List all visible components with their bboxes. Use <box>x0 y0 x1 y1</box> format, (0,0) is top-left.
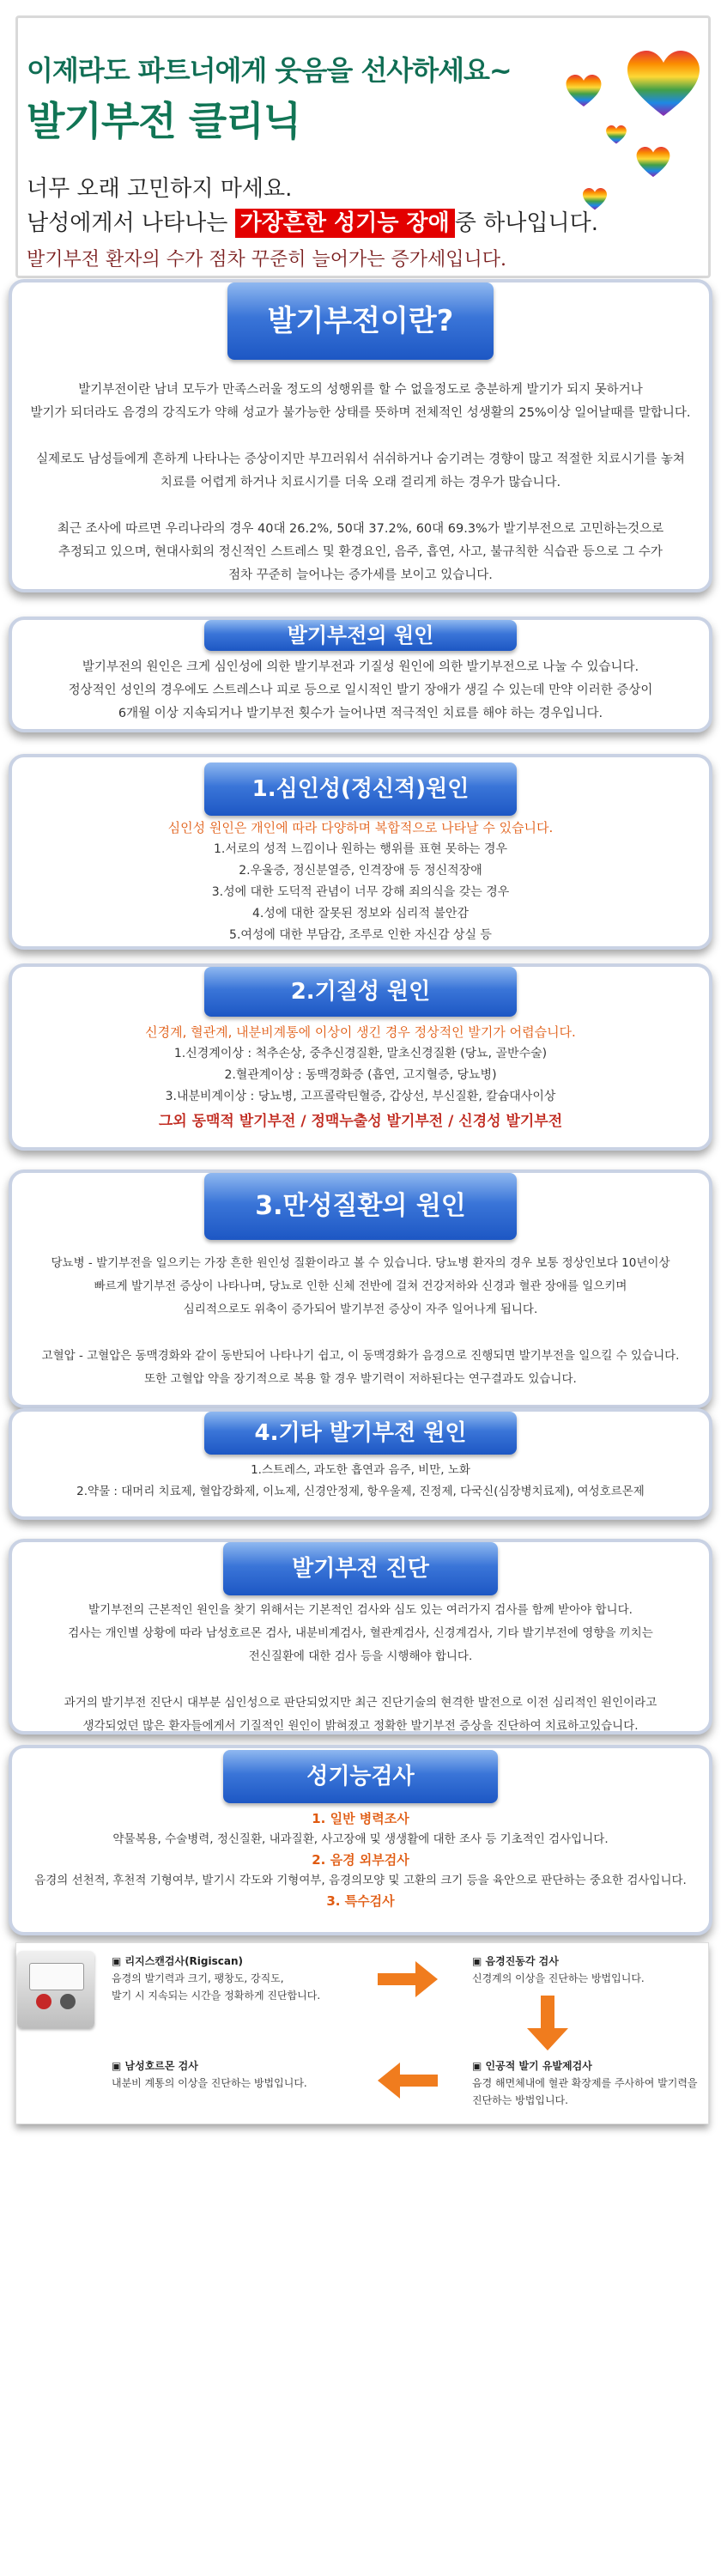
list-item: 4.성에 대한 잘못된 정보와 심리적 불안감 <box>252 907 469 920</box>
section-what-is <box>9 279 712 592</box>
section-organic-heading: 2.기질성 원인 <box>204 967 517 1017</box>
section-diagnosis-heading: 발기부전 진단 <box>223 1542 498 1595</box>
section-cause <box>9 617 712 732</box>
hero-line-2 <box>27 205 598 237</box>
section-what-is-text <box>29 379 692 587</box>
text-line: 발기부전의 근본적인 원인을 찾기 위해서는 기본적인 검사와 심도 있는 여러가지 검사를 함께 받아야 합니다. <box>88 1603 633 1617</box>
organic-lead: 신경계, 혈관계, 내분비계통에 이상이 생긴 경우 정상적인 발기가 어렵습니다. <box>145 1024 576 1040</box>
test-special-title: 3. 특수검사 <box>326 1893 395 1909</box>
text-line: 빠르게 발기부전 증상이 나타나며, 당뇨로 인한 신체 전반에 걸쳐 건강저하와 신경과 혈관 장애를 일으키며 <box>94 1279 627 1293</box>
text-line: 전신질환에 대한 검사 등을 시행해야 합니다. <box>248 1649 473 1663</box>
rigiscan-device-image <box>17 1951 94 2028</box>
section-organic <box>9 963 712 1151</box>
list-item: 1.스트레스, 과도한 흡연과 음주, 비만, 노화 <box>251 1463 470 1477</box>
section-tests-heading: 성기능검사 <box>223 1750 498 1803</box>
test-item-title: ▣ 남성호르몬 검사 <box>112 2060 198 2072</box>
test-item-title: ▣ 인공적 발기 유발제검사 <box>472 2060 592 2072</box>
test-general-title: 1. 일반 병력조사 <box>312 1811 409 1826</box>
test-item-injection <box>472 2057 704 2109</box>
test-item-text: 음경의 발기력과 크기, 팽창도, 강직도, <box>112 1972 284 1984</box>
text-line: 당뇨병 - 발기부전을 일으키는 가장 흔한 원인성 질환이라고 볼 수 있습니다. 당뇨병 환자의 경우 보통 정상인보다 10년이상 <box>51 1256 670 1270</box>
hero-line-2-post: 중 하나입니다. <box>454 210 598 236</box>
highlight-badge: 가장흔한 성기능 장애 <box>235 209 455 238</box>
list-item: 2.혈관계이상 : 동맥경화증 (흡연, 고지혈증, 당뇨병) <box>224 1068 497 1082</box>
section-cause-text <box>29 656 692 726</box>
list-item: 1.신경계이상 : 척추손상, 중추신경질환, 말초신경질환 (당뇨, 골반수술) <box>173 1047 548 1060</box>
test-item-text: 진단하는 방법입니다. <box>472 2094 568 2106</box>
test-external-text: 음경의 선천적, 후천적 기형여부, 발기시 각도와 기형여부, 음경의모양 및 고환의 크기 등을 육안으로 판단하는 중요한 검사입니다. <box>34 1874 687 1887</box>
list-item: 2.약물 : 대머리 치료제, 혈압강화제, 이뇨제, 신경안정제, 항우울제, 진정제, 다국신(심장병치료제), 여성호르몬제 <box>76 1485 645 1498</box>
hero-tagline: 이제라도 파트너에게 웃음을 선사하세요~ <box>27 54 512 87</box>
section-chronic-heading: 3.만성질환의 원인 <box>204 1173 517 1240</box>
test-general-text: 약물복용, 수술병력, 정신질환, 내과질환, 사고장애 및 생생활에 대한 조사 등 기초적인 검사입니다. <box>112 1832 609 1846</box>
test-item-title: ▣ 리지스캔검사(Rigiscan) <box>112 1955 243 1967</box>
text-line: 또한 고혈압 약을 장기적으로 복용 할 경우 발기력이 저하된다는 연구결과도 있습니다. <box>144 1372 577 1386</box>
section-what-is-heading: 발기부전이란? <box>227 283 494 360</box>
text-line: 최근 조사에 따르면 우리나라의 경우 40대 26.2%, 50대 37.2%, 60대 69.3%가 발기부전으로 고민하는것으로 <box>57 522 664 536</box>
text-line: 검사는 개인별 상황에 따라 남성호르몬 검사, 내분비계검사, 혈관계검사, 신경계검사, 기타 발기부전에 영향을 끼치는 <box>68 1626 653 1640</box>
list-item: 3.성에 대한 도덕적 관념이 너무 강해 죄의식을 갖는 경우 <box>211 885 510 899</box>
section-other-heading: 4.기타 발기부전 원인 <box>204 1412 517 1455</box>
rainbow-heart-icon <box>566 75 602 107</box>
section-chronic <box>9 1170 712 1408</box>
section-psychogenic-heading: 1.심인성(정신적)원인 <box>204 762 517 816</box>
section-chronic-text <box>29 1252 692 1391</box>
hero-header <box>15 15 711 278</box>
text-line: 과거의 발기부전 진단시 대부분 심인성으로 판단되었지만 최근 진단기술의 현격한 발전으로 이전 심리적인 원인이라고 <box>64 1696 657 1710</box>
hero-line-1: 너무 오래 고민하지 마세요. <box>27 176 293 202</box>
rainbow-heart-icon <box>583 188 607 210</box>
test-item-rigiscan <box>112 1953 369 2004</box>
test-external-title: 2. 음경 외부검사 <box>312 1852 409 1868</box>
list-item: 2.우울증, 정신분열증, 인격장애 등 정신적장애 <box>239 864 482 878</box>
text-line: 점차 꾸준히 늘어나는 증가세를 보이고 있습니다. <box>228 568 493 582</box>
section-tests <box>9 1745 712 1935</box>
tests-list <box>29 1808 692 1911</box>
psychogenic-list <box>29 817 692 946</box>
list-item: 3.내분비계이상 : 당뇨병, 고프콜락틴혈증, 갑상선, 부신질환, 칼슘대사이상 <box>165 1090 556 1103</box>
text-line: 추정되고 있으며, 현대사회의 정신적인 스트레스 및 환경요인, 음주, 흡연, 사고, 불규칙한 식습관 등으로 그 수가 <box>58 545 663 559</box>
test-item-text: 신경계의 이상을 진단하는 방법입니다. <box>472 1972 645 1984</box>
rainbow-heart-icon <box>627 51 700 118</box>
text-line: 발기가 되더라도 음경의 강직도가 약해 성교가 불가능한 상태를 뜻하며 전체적인 성생활의 25%이상 일어날때를 말합니다. <box>30 406 691 420</box>
other-list <box>29 1460 692 1503</box>
section-diagnosis-text <box>29 1599 692 1738</box>
list-item: 5.여성에 대한 부담감, 조루로 인한 자신감 상실 등 <box>229 928 492 942</box>
test-item-hormone <box>112 2057 369 2092</box>
list-item: 1.서로의 성적 느낌이나 원하는 행위를 표현 못하는 경우 <box>213 842 508 856</box>
test-item-vibration <box>472 1953 695 1987</box>
text-line: 고혈압 - 고혈압은 동맥경화와 같이 동반되어 나타나기 쉽고, 이 동맥경화가 음경으로 진행되면 발기부전을 일으킬 수 있습니다. <box>41 1349 680 1363</box>
hero-title: 발기부전 클리닉 <box>27 98 301 144</box>
hero-line-2-pre: 남성에게서 나타나는 <box>27 210 235 236</box>
rainbow-heart-icon <box>606 125 627 144</box>
section-other <box>9 1408 712 1520</box>
organic-list <box>29 1022 692 1133</box>
rainbow-heart-icon <box>636 147 670 178</box>
text-line: 생각되었던 많은 환자들에게서 기질적인 원인이 밝혀졌고 정확한 발기부전 증상을 진단하여 치료하고있습니다. <box>82 1719 639 1733</box>
text-line: 치료를 어렵게 하거나 치료시기를 더욱 오래 걸리게 하는 경우가 많습니다. <box>160 476 561 489</box>
section-diagnosis <box>9 1539 712 1735</box>
text-line: 발기부전의 원인은 크게 심인성에 의한 발기부전과 기질성 원인에 의한 발기부전으로 나눌 수 있습니다. <box>82 660 639 674</box>
hero-line-3: 발기부전 환자의 수가 점차 꾸준히 늘어가는 증가세입니다. <box>27 249 507 270</box>
arrow-right-icon <box>378 1959 438 1999</box>
arrow-down-icon <box>527 1996 568 2050</box>
organic-footer: 그외 동맥적 발기부전 / 정맥누출성 발기부전 / 신경성 발기부전 <box>158 1113 563 1130</box>
text-line: 발기부전이란 남녀 모두가 만족스러울 정도의 성행위를 할 수 없을정도로 충분하게 발기가 되지 못하거나 <box>78 383 643 397</box>
text-line: 정상적인 성인의 경우에도 스트레스나 피로 등으로 일시적인 발기 장애가 생길 수 있는데 만약 이러한 증상이 <box>68 683 653 697</box>
section-cause-heading: 발기부전의 원인 <box>204 620 517 651</box>
test-item-text: 내분비 계통의 이상을 진단하는 방법입니다. <box>112 2077 307 2089</box>
section-psychogenic <box>9 754 712 950</box>
test-item-title: ▣ 음경진동각 검사 <box>472 1955 559 1967</box>
psychogenic-lead: 심인성 원인은 개인에 따라 다양하며 복합적으로 나타날 수 있습니다. <box>167 820 554 835</box>
test-item-text: 발기 시 지속되는 시간을 정확하게 진단합니다. <box>112 1990 321 2002</box>
test-item-text: 음경 해면체내에 혈관 확장제를 주사하여 발기력을 <box>472 2077 698 2089</box>
arrow-left-icon <box>378 2061 438 2100</box>
text-line: 심리적으로도 위축이 증가되어 발기부전 증상이 자주 일어나게 됩니다. <box>183 1303 538 1316</box>
text-line: 실제로도 남성들에게 흔하게 나타나는 증상이지만 부끄러워서 쉬쉬하거나 숨기려는 경향이 많고 적절한 치료시기를 놓쳐 <box>36 453 685 466</box>
text-line: 6개월 이상 지속되거나 발기부전 횟수가 늘어나면 적극적인 치료를 해야 하는 경우입니다. <box>118 707 603 720</box>
